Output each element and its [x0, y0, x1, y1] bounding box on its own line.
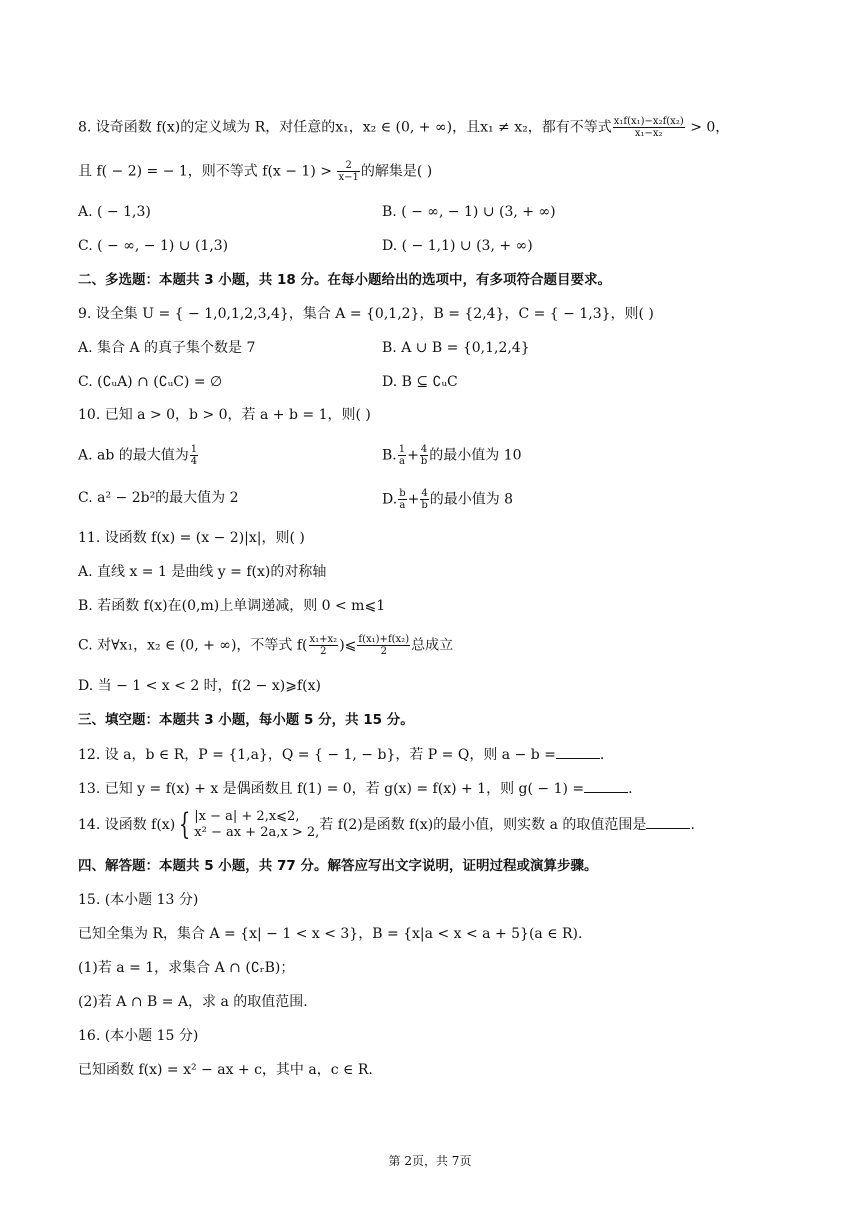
- fraction-numerator: 2: [337, 160, 359, 172]
- q11-option-c: [78, 634, 453, 657]
- q15-head: 15. (本小题 13 分): [78, 892, 199, 908]
- q9-option-c: C. (∁ᵤA) ∩ (∁ᵤC) = ∅: [78, 374, 223, 390]
- q10-option-d: [382, 488, 513, 511]
- fraction-numerator: 4: [421, 488, 428, 499]
- option-text: A. ab 的最大值为: [78, 447, 189, 464]
- q11-option-d: D. 当 − 1 < x < 2 时，f(2 − x)⩾f(x): [78, 678, 321, 694]
- fraction: [398, 444, 406, 467]
- piecewise-definition: [194, 809, 319, 841]
- fraction-numerator: x₁f(x₁)−x₂f(x₂): [613, 116, 684, 127]
- piece-1: |x − a| + 2,x⩽2,: [194, 809, 300, 824]
- q11-option-a: A. 直线 x = 1 是曲线 y = f(x)的对称轴: [78, 564, 327, 580]
- fraction: [420, 488, 428, 511]
- q13-text: 13. 已知 y = f(x) + x 是偶函数且 f(1) = 0，若 g(x) = f(x) + 1，则 g( − 1) =: [78, 781, 585, 797]
- q8-ineq-suffix: > 0，: [690, 119, 730, 136]
- q13: [78, 778, 633, 799]
- q14-end: .: [690, 817, 695, 833]
- q14: [78, 808, 695, 842]
- q11-stem: 11. 设函数 f(x) = (x − 2)|x|，则( ): [78, 530, 305, 546]
- fraction-numerator: 4: [420, 444, 428, 455]
- fraction-denominator: x−1: [338, 172, 359, 183]
- q11-option-b: B. 若函数 f(x)在(0,m)上单调递减，则 0 < m⩽1: [78, 598, 386, 614]
- q14-text: 14. 设函数 f(x): [78, 817, 176, 833]
- q12-text: 12. 设 a，b ∈ R，P = {1,a}，Q = { − 1, − b}，若 P = Q，则 a − b =: [78, 747, 556, 763]
- q8-fraction: [337, 160, 359, 183]
- fraction: [309, 634, 339, 657]
- q16-stem: 已知函数 f(x) = x² − ax + c，其中 a，c ∈ R.: [78, 1062, 373, 1078]
- option-label: D.: [382, 491, 398, 508]
- option-text: )⩽: [339, 637, 357, 654]
- fraction: [398, 488, 406, 511]
- q12: [78, 744, 604, 765]
- fraction: [190, 444, 198, 467]
- answer-blank: [646, 814, 690, 829]
- brace-symbol: {: [178, 807, 191, 842]
- q9-option-a: A. 集合 A 的真子集个数是 7: [78, 340, 256, 356]
- fraction-denominator: 2: [320, 646, 327, 657]
- fraction-denominator: b: [420, 456, 428, 467]
- q9-stem: 9. 设全集 U = { − 1,0,1,2,3,4}，集合 A = {0,1,2}，B = {2,4}，C = { − 1,3}，则( ): [78, 306, 654, 322]
- fraction-numerator: 1: [190, 444, 198, 455]
- plus-sign: +: [407, 491, 420, 508]
- fraction-denominator: b: [421, 500, 428, 511]
- q12-suffix: .: [599, 747, 605, 763]
- q9-option-b: B. A ∪ B = {0,1,2,4}: [382, 340, 530, 356]
- q10-option-c: C. a² − 2b²的最大值为 2: [78, 490, 239, 506]
- q15-stem: 已知全集为 R，集合 A = {x| − 1 < x < 3}，B = {x|a < x < a + 5}(a ∈ R).: [78, 926, 583, 942]
- q8-inequality-fraction: [613, 116, 685, 139]
- q9-option-d: D. B ⊆ ∁ᵤC: [382, 374, 458, 390]
- plus-sign: +: [407, 447, 419, 464]
- option-text: 总成立: [411, 637, 454, 654]
- fraction-numerator: f(x₁)+f(x₂): [358, 634, 410, 645]
- q16-head: 16. (本小题 15 分): [78, 1028, 199, 1044]
- piece-2: x² − ax + 2a,x > 2,: [194, 825, 320, 840]
- fraction-numerator: 1: [398, 444, 406, 455]
- q10-stem: 10. 已知 a > 0，b > 0，若 a + b = 1，则( ): [78, 407, 371, 423]
- q8-stem-text: 8. 设奇函数 f(x)的定义域为 R，对任意的x₁，x₂ ∈ (0, + ∞)，且x₁ ≠ x₂，都有不等式: [78, 119, 612, 136]
- fraction-denominator: x₁−x₂: [634, 128, 663, 139]
- fraction-numerator: x₁+x₂: [309, 634, 338, 645]
- q13-suffix: .: [628, 781, 633, 797]
- fraction-denominator: a: [398, 456, 405, 467]
- section-heading-answer: 四、解答题：本题共 5 小题，共 77 分。解答应写出文字说明，证明过程或演算步骤。: [78, 858, 598, 874]
- fraction-denominator: 2: [380, 646, 387, 657]
- fraction-denominator: a: [399, 500, 406, 511]
- q14-text-suffix: 若 f(2)是函数 f(x)的最小值，则实数 a 的取值范围是: [319, 817, 647, 833]
- section-heading-multi-choice: 二、多选题：本题共 3 小题，共 18 分。在每小题给出的选项中，有多项符合题目要求。: [78, 272, 611, 288]
- section-heading-fill-blank: 三、填空题：本题共 3 小题，每小题 5 分，共 15 分。: [78, 712, 414, 728]
- q8-stem-suffix: 的解集是( ): [360, 163, 433, 180]
- option-text: 的最小值为 8: [429, 491, 514, 508]
- fraction: [420, 444, 428, 467]
- q8-line2: [78, 160, 432, 183]
- q15-part1: (1)若 a = 1，求集合 A ∩ (∁ᵣB)；: [78, 960, 295, 976]
- fraction-numerator: b: [399, 488, 406, 499]
- q10-option-a: [78, 444, 199, 467]
- fraction-denominator: 4: [190, 456, 198, 467]
- option-label: B.: [382, 447, 397, 464]
- answer-blank: [584, 778, 628, 793]
- q10-option-b: [382, 444, 522, 467]
- option-text: C. 对∀x₁，x₂ ∈ (0, + ∞)，不等式 f(: [78, 637, 308, 654]
- page-footer: 第 2页，共 7页: [388, 1154, 472, 1168]
- fraction: [357, 634, 410, 657]
- q15-part2: (2)若 A ∩ B = A，求 a 的取值范围.: [78, 994, 308, 1010]
- q8-option-a: A. ( − 1,3): [78, 204, 151, 220]
- q8-option-c: C. ( − ∞, − 1) ∪ (1,3): [78, 238, 229, 254]
- answer-blank: [556, 744, 600, 759]
- q8-option-d: D. ( − 1,1) ∪ (3, + ∞): [382, 238, 533, 254]
- q8-option-b: B. ( − ∞, − 1) ∪ (3, + ∞): [382, 204, 556, 220]
- q8-line1: [78, 116, 729, 139]
- q8-stem-text2: 且 f( − 2) = − 1，则不等式 f(x − 1) >: [78, 163, 332, 180]
- option-text: 的最小值为 10: [429, 447, 522, 464]
